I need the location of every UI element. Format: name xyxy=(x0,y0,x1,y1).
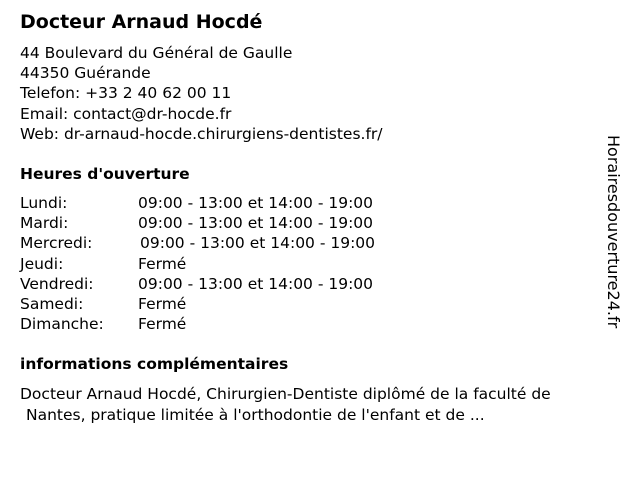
time-value: 09:00 - 13:00 et 14:00 - 19:00 xyxy=(138,194,374,212)
day-label: Mardi: xyxy=(20,214,69,233)
day-label: Lundi: xyxy=(20,194,68,212)
time-value: 09:00 - 13:00 et 14:00 - 19:00 xyxy=(138,274,374,293)
phone-number: Telefon: +33 2 40 62 00 11 xyxy=(20,84,232,103)
website-address: Web: dr-arnaud-hocde.chirurgiens-dentistes.fr/ xyxy=(20,124,383,143)
info-line: Nantes, pratique limitée à l'orthodontie de l'enfant et de ... xyxy=(26,405,485,424)
info-paragraph xyxy=(20,384,551,425)
info-heading: informations complémentaires xyxy=(20,355,289,373)
day-label: Dimanche: xyxy=(20,315,104,334)
day-label: Mercredi: xyxy=(20,234,93,253)
hours-heading: Heures d'ouverture xyxy=(20,165,190,183)
time-value: Fermé xyxy=(138,294,187,313)
city-address: 44350 Guérande xyxy=(20,64,151,83)
day-label: Jeudi: xyxy=(20,254,64,273)
street-address: 44 Boulevard du Général de Gaulle xyxy=(20,44,293,62)
email-address: Email: contact@dr-hocde.fr xyxy=(20,104,232,123)
contact-block xyxy=(20,43,383,144)
time-value: Fermé xyxy=(138,254,187,273)
time-value: 09:00 - 13:00 et 14:00 - 19:00 xyxy=(140,234,376,253)
day-label: Samedi: xyxy=(20,294,84,313)
time-value: Fermé xyxy=(138,315,187,334)
page-title: Docteur Arnaud Hocdé xyxy=(20,11,263,33)
time-value: 09:00 - 13:00 et 14:00 - 19:00 xyxy=(138,214,374,233)
day-label: Vendredi: xyxy=(20,274,94,293)
info-line: Docteur Arnaud Hocdé, Chirurgien-Dentiste diplômé de la faculté de xyxy=(20,385,551,403)
site-watermark: Horairesdouverture24.fr xyxy=(604,135,623,329)
